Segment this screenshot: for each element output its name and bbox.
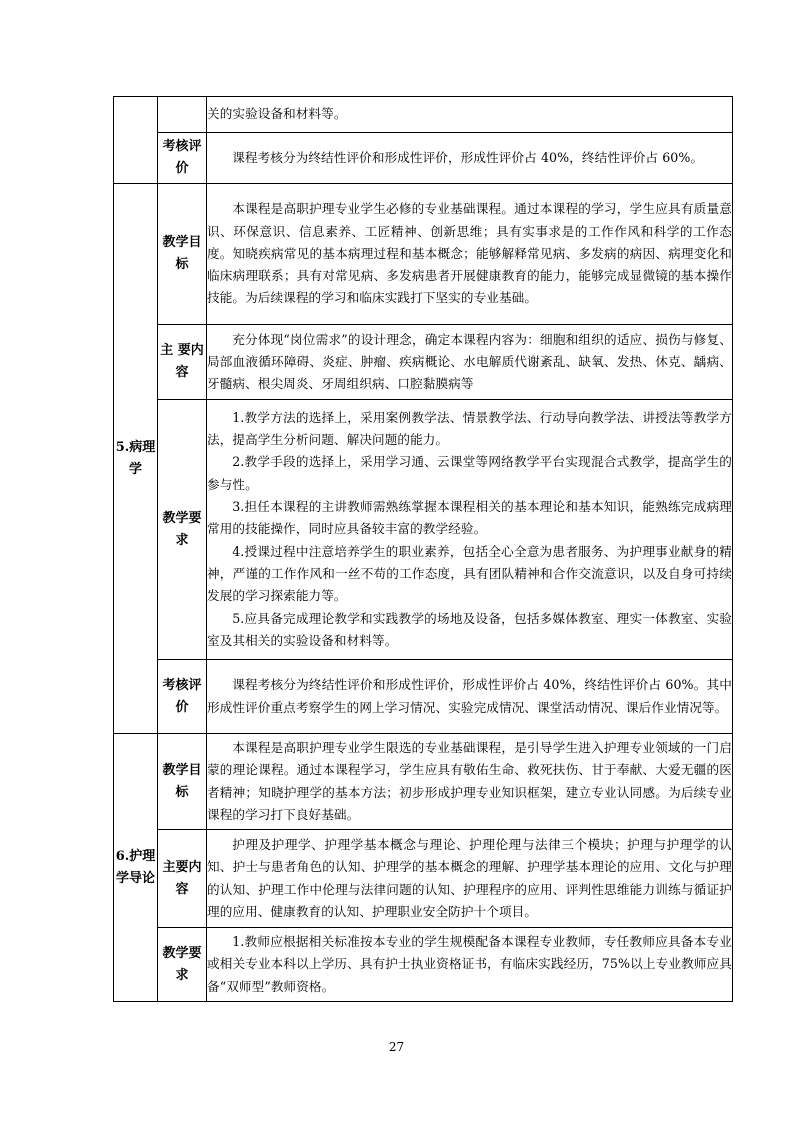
assessment-text: 课程考核分为终结性评价和形成性评价，形成性评价占 40%，终结性评价占 60%。 <box>232 149 704 165</box>
content-text: 充分体现“岗位需求”的设计理念，确定本课程内容为：细胞和组织的适应、损伤与修复、局部血液循环障碍、炎症、肿瘤、疾病概论、水电解质代谢紊乱、缺氧、发热、休克、龋病、牙髓病、根尖周炎、牙周组织病、口腔黏膜病等 <box>207 331 732 392</box>
table-row <box>114 734 733 830</box>
table-row <box>114 400 733 660</box>
content-cell <box>207 325 733 400</box>
table-row <box>114 830 733 928</box>
requirements-label: 教学要求 <box>158 928 207 1002</box>
label-cell-empty <box>158 97 207 133</box>
content-cell <box>207 928 733 1002</box>
requirement-item: 1.教学方法的选择上，采用案例教学法、情景教学法、行动导向教学法、讲授法等教学方法，提高学生分析问题、解决问题的能力。 <box>207 409 732 448</box>
content-cell <box>207 97 733 133</box>
course-name-pathology: 5.病理学 <box>114 184 158 734</box>
table-row <box>114 97 733 133</box>
table-row <box>114 133 733 184</box>
requirement-item: 4.授课过程中注意培养学生的职业素养，包括全心全意为患者服务、为护理事业献身的精神，严谨的工作作风和一丝不苟的工作态度，具有团队精神和合作交流意识，以及自身可持续发展的学习探索能力等。 <box>207 543 732 604</box>
table-row <box>114 325 733 400</box>
content-cell <box>207 830 733 928</box>
goals-text: 本课程是高职护理专业学生必修的专业基础课程。通过本课程的学习，学生应具有质量意识、环保意识、信息素养、工匠精神、创新思维；具有实事求是的工作作风和科学的工作态度。知晓疾病常见的基本病理过程和基本概念；能够解释常见病、多发病的病因、病理变化和临床病理联系；具有对常见病、多发病患者开展健康教育的能力，能够完成显微镜的基本操作技能。为后续课程的学习和临床实践打下坚实的专业基础。 <box>207 201 732 306</box>
content-cell <box>207 734 733 830</box>
content-cell <box>207 133 733 184</box>
content-cell <box>207 184 733 325</box>
assessment-label: 考核评价 <box>158 133 207 184</box>
requirement-item: 3.担任本课程的主讲教师需熟练掌握本课程相关的基本理论和基本知识，能熟练完成病理常用的技能操作，同时应具备较丰富的教学经验。 <box>207 499 732 537</box>
course-table <box>113 96 733 1002</box>
content-label: 主要内容 <box>158 830 207 928</box>
page-number: 27 <box>388 1040 405 1054</box>
assessment-text: 课程考核分为终结性评价和形成性评价，形成性评价占 40%，终结性评价占 60%。其中形成性评价重点考察学生的网上学习情况、实验完成情况、课堂活动情况、课后作业情况等。 <box>207 677 732 715</box>
assessment-label: 考核评价 <box>158 660 207 734</box>
course-name-cell-previous <box>114 97 158 184</box>
requirement-item: 5.应具备完成理论教学和实践教学的场地及设备，包括多媒体教室、理实一体教室、实验室及其相关的实验设备和材料等。 <box>207 610 732 648</box>
content-text: 护理及护理学、护理学基本概念与理论、护理伦理与法律三个模块；护理与护理学的认知、护士与患者角色的认知、护理学的基本概念的理解、护理学基本理论的应用、文化与护理的认知、护理工作中伦理与法律问题的认知、护理程序的应用、评判性思维能力训练与循证护理的应用、健康教育的认知、护理职业安全防护十个项目。 <box>207 836 732 919</box>
goals-label: 教学目标 <box>158 184 207 325</box>
requirement-item: 1.教师应根据相关标准按本专业的学生规模配备本课程专业教师，专任教师应具备本专业或相关专业本科以上学历、具有护士执业资格证书，有临床实践经历，75%以上专业教师应具备“双师型”教师资格。 <box>207 934 732 994</box>
table-row <box>114 928 733 1002</box>
content-cell <box>207 400 733 660</box>
table-row <box>114 184 733 325</box>
content-label: 主 要内容 <box>158 325 207 400</box>
goals-label: 教学目标 <box>158 734 207 830</box>
table-row <box>114 660 733 734</box>
requirement-item: 2.教学手段的选择上，采用学习通、云课堂等网络教学平台实现混合式教学，提高学生的参与性。 <box>207 454 732 492</box>
requirements-tail-text: 关的实验设备和材料等。 <box>207 106 347 122</box>
course-name-nursing-intro: 6.护理学导论 <box>114 734 158 1002</box>
requirements-label: 教学要求 <box>158 400 207 660</box>
goals-text: 本课程是高职护理专业学生限选的专业基础课程，是引导学生进入护理专业领域的一门启蒙的理论课程。通过本课程学习，学生应具有敬佑生命、救死扶伤、甘于奉献、大爱无疆的医者精神；知晓护理学的基本方法；初步形成护理专业知识框架，建立专业认同感。为后续专业课程的学习打下良好基础。 <box>207 739 732 822</box>
content-cell <box>207 660 733 734</box>
